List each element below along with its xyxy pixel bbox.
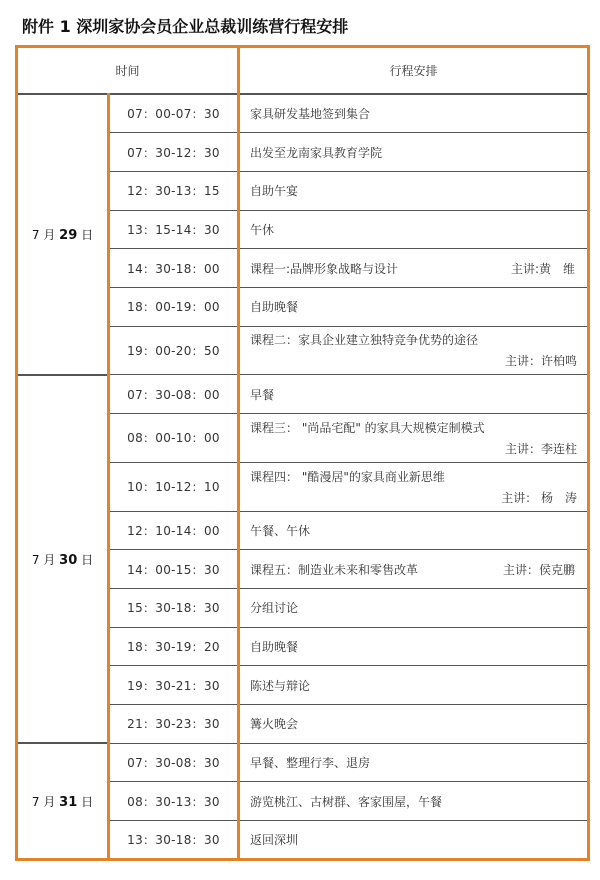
item-line xyxy=(250,677,577,694)
item-text: 午休 xyxy=(250,222,275,237)
time-cell: 19：30-21：30 xyxy=(109,666,239,705)
header-time: 时间 xyxy=(17,47,239,95)
item-text: 家具研发基地签到集合 xyxy=(250,107,371,122)
schedule-item-cell xyxy=(239,821,589,860)
item-text: 篝火晚会 xyxy=(250,717,299,732)
speaker-text: 主讲:黄 维 xyxy=(510,261,576,276)
time-cell: 07：30-12：30 xyxy=(109,133,239,172)
item-text: 午餐、午休 xyxy=(250,524,311,539)
date-month: 7 月 xyxy=(31,227,56,242)
date-cell xyxy=(17,94,109,375)
speaker-text: 主讲： 杨 涛 xyxy=(501,490,578,505)
header-schedule: 行程安排 xyxy=(239,47,589,95)
schedule-item-cell xyxy=(239,133,589,172)
schedule-item-cell xyxy=(239,462,589,511)
item-line xyxy=(250,599,577,616)
time-cell: 18：00-19：00 xyxy=(109,287,239,326)
item-line xyxy=(250,221,577,238)
item-line xyxy=(250,105,577,122)
item-line xyxy=(250,793,577,810)
item-text: 出发至龙南家具教育学院 xyxy=(250,145,383,160)
time-cell: 13：15-14：30 xyxy=(109,210,239,249)
item-line xyxy=(250,715,577,732)
time-cell: 21：30-23：30 xyxy=(109,705,239,744)
item-text: 自助午宴 xyxy=(250,184,299,199)
item-line xyxy=(250,561,577,578)
date-cell xyxy=(17,375,109,743)
item-text: 分组讨论 xyxy=(250,601,299,616)
table-row xyxy=(17,743,589,782)
schedule-item-cell xyxy=(239,375,589,414)
item-text: 游览桃江、古树群、客家围屋，午餐 xyxy=(250,794,443,809)
item-line xyxy=(250,754,577,771)
time-cell: 10：10-12：10 xyxy=(109,462,239,511)
item-text: 课程四： "酷漫居"的家具商业新思维 xyxy=(250,469,445,484)
time-cell: 13：30-18：30 xyxy=(109,821,239,860)
time-cell: 18：30-19：20 xyxy=(109,627,239,666)
schedule-body xyxy=(17,94,589,860)
schedule-item-cell xyxy=(239,550,589,589)
item-text: 陈述与辩论 xyxy=(250,678,311,693)
time-cell: 08：30-13：30 xyxy=(109,782,239,821)
schedule-item-cell xyxy=(239,705,589,744)
table-row xyxy=(17,94,589,133)
item-line xyxy=(250,144,577,161)
item-text: 课程三： "尚品宅配" 的家具大规模定制模式 xyxy=(250,420,485,435)
schedule-item-cell xyxy=(239,666,589,705)
item-line xyxy=(250,831,577,848)
date-day: 30 xyxy=(59,552,78,568)
time-cell: 15：30-18：30 xyxy=(109,589,239,628)
date-unit: 日 xyxy=(81,227,94,242)
schedule-item-cell xyxy=(239,589,589,628)
time-cell: 07：30-08：30 xyxy=(109,743,239,782)
time-cell: 12：10-14：00 xyxy=(109,511,239,550)
schedule-item-cell xyxy=(239,782,589,821)
schedule-item-cell xyxy=(239,414,589,463)
date-day: 31 xyxy=(59,794,78,810)
date-month: 7 月 xyxy=(31,552,56,567)
item-wrap xyxy=(250,331,577,369)
time-cell: 14：30-18：00 xyxy=(109,249,239,288)
schedule-item-cell xyxy=(239,326,589,375)
schedule-item-cell xyxy=(239,511,589,550)
schedule-item-cell xyxy=(239,627,589,666)
date-unit: 日 xyxy=(81,794,94,809)
item-line xyxy=(250,182,577,199)
time-cell: 07：30-08：00 xyxy=(109,375,239,414)
time-cell: 12：30-13：15 xyxy=(109,171,239,210)
schedule-item-cell xyxy=(239,249,589,288)
item-line xyxy=(250,260,577,277)
time-cell: 08：00-10：00 xyxy=(109,414,239,463)
item-line xyxy=(250,386,577,403)
page-title: 附件 1 深圳家协会员企业总裁训练营行程安排 xyxy=(22,17,349,36)
item-wrap xyxy=(250,468,577,506)
speaker-text: 主讲：侯克鹏 xyxy=(503,562,576,577)
time-cell: 07：00-07：30 xyxy=(109,94,239,133)
table-header-row xyxy=(17,47,589,95)
item-text: 课程二：家具企业建立独特竞争优势的途径 xyxy=(250,333,479,348)
date-day: 29 xyxy=(59,227,78,243)
schedule-table xyxy=(15,45,590,861)
time-cell: 14：00-15：30 xyxy=(109,550,239,589)
table-row xyxy=(17,375,589,414)
date-month: 7 月 xyxy=(31,794,56,809)
item-text: 早餐 xyxy=(250,387,275,402)
item-text: 自助晚餐 xyxy=(250,640,299,655)
item-text: 课程一:品牌形象战略与设计 xyxy=(250,261,399,276)
item-text: 课程五：制造业未来和零售改革 xyxy=(250,562,419,577)
item-text: 返回深圳 xyxy=(250,833,299,848)
item-wrap xyxy=(250,419,577,457)
date-unit: 日 xyxy=(81,552,94,567)
item-line xyxy=(250,298,577,315)
speaker-text: 主讲：李连柱 xyxy=(505,441,578,456)
item-text: 早餐、整理行李、退房 xyxy=(250,756,371,771)
speaker-text: 主讲：许柏鸣 xyxy=(505,354,578,369)
item-text: 自助晚餐 xyxy=(250,300,299,315)
schedule-item-cell xyxy=(239,94,589,133)
date-cell xyxy=(17,743,109,859)
item-line xyxy=(250,522,577,539)
time-cell: 19：00-20：50 xyxy=(109,326,239,375)
item-line xyxy=(250,638,577,655)
schedule-item-cell xyxy=(239,287,589,326)
schedule-item-cell xyxy=(239,743,589,782)
schedule-item-cell xyxy=(239,171,589,210)
schedule-item-cell xyxy=(239,210,589,249)
